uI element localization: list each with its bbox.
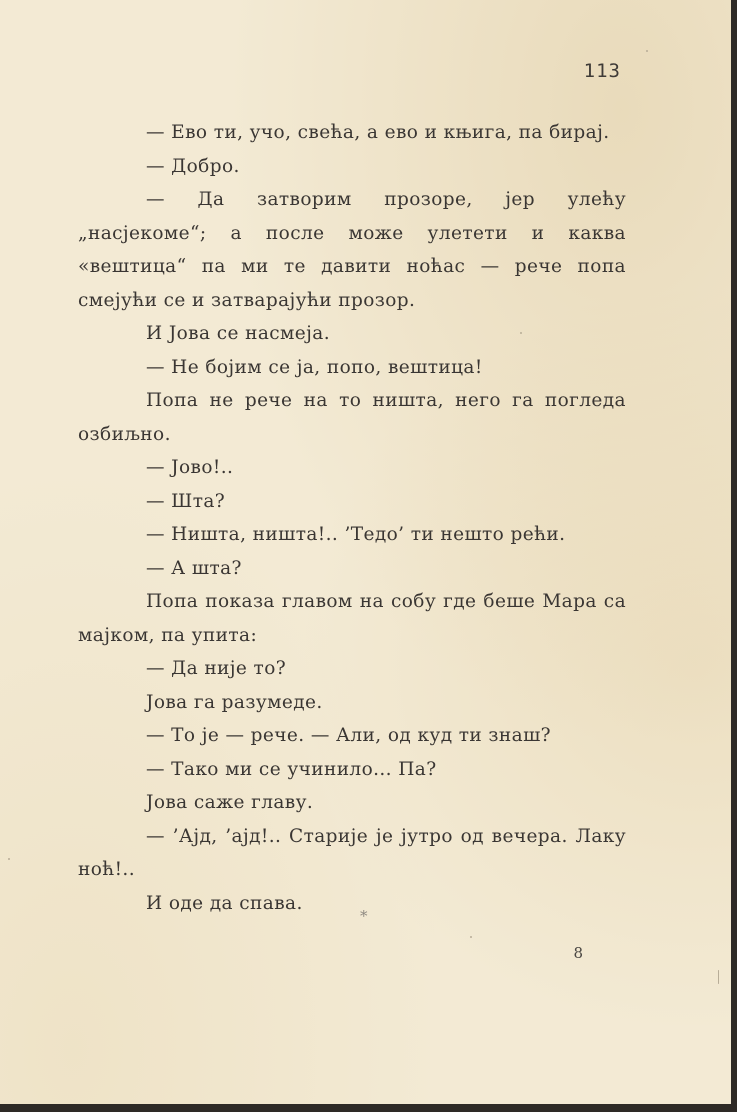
paper-speck	[470, 936, 472, 938]
paragraph: Јова га разумеде.	[146, 691, 323, 713]
paragraph: — Тако ми се учинило... Па?	[146, 758, 437, 780]
paragraph: — Шта?	[146, 490, 226, 512]
paragraph: — Јово!..	[146, 457, 234, 478]
paper-speck	[646, 50, 648, 52]
paragraph: — Да затворим прозоре, јер улећу „насјекоме“; а после може улетети и каква «вештица“ па ми те давити ноћас — рече попа смејући се и затварајући прозор.	[78, 189, 626, 311]
paragraph: Јова саже главу.	[146, 792, 314, 813]
paragraph: — ’Ајд, ’ајд!.. Старије је јутро од вечера. Лаку ноћ!..	[78, 825, 626, 880]
paragraph: И Јова се насмеја.	[146, 323, 330, 344]
section-ornament: *	[360, 907, 368, 925]
paragraph: — Не бојим се ја, попо, вештица!	[146, 356, 483, 378]
paragraph: Попа показа главом на собу где беше Мара са мајком, па упита:	[78, 591, 626, 646]
paragraph: — То је — рече. — Али, од куд ти знаш?	[146, 725, 551, 746]
paper-speck	[520, 332, 522, 334]
page-number: 113	[583, 60, 621, 82]
signature-mark: 8	[573, 944, 583, 962]
paragraph: Попа не рече на то ништа, него га погледа озбиљно.	[78, 390, 626, 445]
paragraph: — Добро.	[146, 155, 240, 177]
paper-speck	[718, 970, 719, 984]
body-text	[78, 116, 626, 920]
paragraph: — Ево ти, учо, свећа, а ево и књига, па бирај.	[146, 122, 610, 143]
paragraph: — Да није то?	[146, 658, 287, 679]
paragraph: И оде да спава.	[146, 892, 303, 914]
paragraph: — А шта?	[146, 557, 242, 579]
paper-speck	[8, 858, 10, 860]
paragraph: — Ништа, ништа!.. ’Тедо’ ти нешто рећи.	[146, 524, 566, 545]
